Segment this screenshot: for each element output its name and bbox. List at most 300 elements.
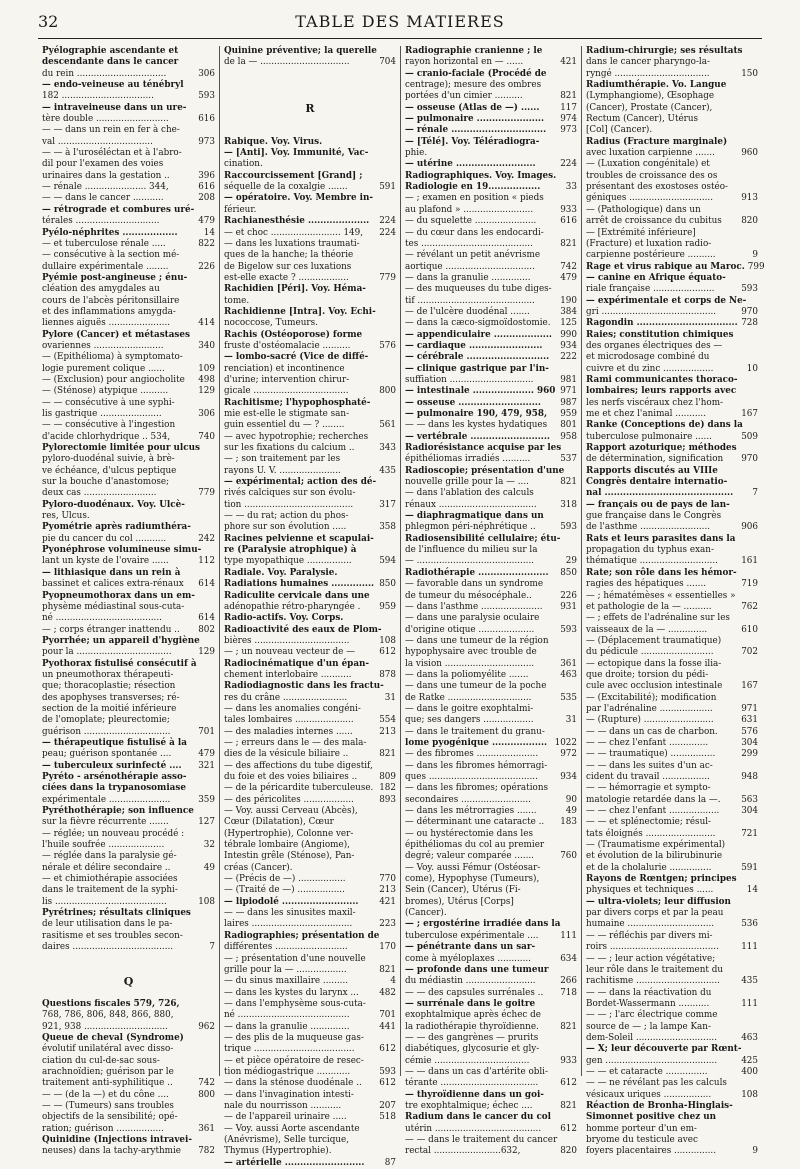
- entry-text: tes ........................................: [405, 238, 533, 249]
- page-ref: 742: [560, 261, 577, 272]
- page-ref: 591: [741, 862, 758, 873]
- page-ref: 760: [560, 851, 577, 862]
- entry-text: présentant des exostoses ostéo-: [586, 182, 729, 193]
- entry-text: et pathologie de la — ..........: [586, 601, 712, 612]
- entry-text: re (Paralysie atrophique) à: [224, 545, 357, 556]
- page-ref: 127: [198, 817, 215, 828]
- entry-text: Radio-actifs. Voy. Corps.: [224, 613, 344, 624]
- entry-text: mie est-elle le stigmate san-: [224, 409, 350, 419]
- entry-text: humaine ...............................: [586, 919, 715, 930]
- entry-text: — — dans la réactivation du: [586, 987, 712, 998]
- entry-text: val ..................................: [42, 136, 153, 147]
- entry-text: Rachidienne [Intra]. Voy. Echi-: [224, 306, 376, 317]
- index-column: [38, 46, 219, 1157]
- entry-text: — — (Tumeurs) sans troubles: [42, 1100, 174, 1111]
- entry-text: bromes), Utérus [Corps]: [405, 896, 514, 907]
- index-entry: [224, 942, 396, 953]
- entry-text: cémie ..................................: [405, 1055, 530, 1066]
- index-entry: [586, 885, 758, 896]
- entry-text: né ........................................: [224, 1010, 350, 1021]
- entry-text: — cranio-faciale (Procédé de: [405, 68, 547, 79]
- index-entry: [224, 999, 396, 1010]
- entry-text: Radiographies; présentation de: [224, 930, 380, 941]
- entry-text: — pulmonaire ......................: [405, 114, 545, 125]
- index-entry: [224, 398, 396, 409]
- entry-text: nococcose, Tumeurs.: [224, 318, 318, 329]
- index-entry: [405, 795, 577, 806]
- entry-text: R: [305, 101, 315, 115]
- entry-text: cours de l'abcès péritonsillaire: [42, 295, 180, 306]
- entry-text: — du sinus maxillaire .........: [224, 976, 349, 987]
- page-ref: 4: [390, 976, 396, 987]
- page-ref: 987: [560, 397, 577, 408]
- index-entry: [224, 454, 396, 465]
- index-entry: [42, 931, 215, 942]
- page-ref: 482: [379, 987, 396, 998]
- entry-text: — des affections du tube digestif,: [224, 760, 373, 771]
- page-ref: 111: [741, 998, 758, 1009]
- index-entry: [42, 545, 215, 556]
- entry-text: Pyrétrines; résultats cliniques: [42, 908, 191, 919]
- entry-text: Racines pelvienne et scapulai-: [224, 533, 374, 544]
- index-entry: [586, 159, 758, 170]
- entry-text: Rapports discutés au VIIIe: [586, 465, 718, 476]
- index-entry: [586, 193, 758, 204]
- index-entry: [405, 647, 577, 658]
- index-entry: [224, 466, 396, 477]
- entry-text: Radiorésistance acquise par les: [405, 443, 562, 454]
- index-entry: [405, 375, 577, 386]
- index-entry: [405, 239, 577, 250]
- index-entry: [405, 636, 577, 647]
- entry-text: — tuberculeux surinfecté ....: [42, 760, 182, 771]
- page-ref: 576: [741, 726, 758, 737]
- index-entry: [586, 749, 758, 760]
- entry-text: ovariennes .........................: [42, 340, 164, 351]
- index-entry: [586, 556, 758, 567]
- page-ref: 554: [379, 715, 396, 726]
- index-entry: [586, 681, 758, 692]
- index-entry: [586, 568, 758, 579]
- index-entry: [405, 670, 577, 681]
- page-ref: 129: [198, 386, 215, 397]
- index-entry: [405, 783, 577, 794]
- index-entry: [405, 988, 577, 999]
- index-entry: [405, 148, 577, 159]
- index-entry: [42, 681, 215, 692]
- entry-text: — — dans un cas d'artérite obli-: [405, 1066, 548, 1077]
- entry-text: arrêt de croissance du cubitus: [586, 216, 722, 227]
- page-ref: 850: [379, 579, 396, 590]
- index-entry: [42, 182, 215, 193]
- page-ref: 9: [752, 1146, 758, 1157]
- index-entry: [42, 193, 215, 204]
- index-entry: [586, 727, 758, 738]
- entry-text: aortique ................................: [405, 261, 535, 272]
- index-entry: [405, 386, 577, 397]
- index-entry: [405, 409, 577, 420]
- entry-text: Intestin grêle (Sténose), Pan-: [224, 851, 355, 862]
- index-entry: [224, 1010, 396, 1021]
- index-entry: [42, 806, 215, 817]
- page-ref: 463: [741, 1032, 758, 1043]
- page-ref: 1022: [554, 737, 577, 748]
- page-ref: 593: [560, 522, 577, 533]
- entry-text: — ; un nouveau vecteur de —: [224, 647, 355, 658]
- entry-text: du foie et des voies biliaires ..: [224, 772, 358, 782]
- index-entry: [42, 874, 215, 885]
- index-entry: [586, 307, 758, 318]
- index-entry: [586, 1056, 758, 1067]
- index-entry: [405, 103, 577, 114]
- entry-text: renciation) et incontinence: [224, 363, 345, 374]
- index-entry: [405, 443, 577, 454]
- index-entry: [586, 511, 758, 522]
- entry-text: — lithiasique dans un rein à: [42, 567, 181, 578]
- page-ref: 7: [209, 942, 215, 953]
- entry-text: tion .......................................: [224, 499, 354, 510]
- entry-text: foyers placentaires ...............: [586, 1146, 716, 1157]
- entry-text: par divers corps et par la peau: [586, 908, 724, 919]
- page-ref: 9: [752, 250, 758, 261]
- entry-text: — — des gangrènes — prurits: [405, 1032, 539, 1043]
- page-ref: 31: [384, 692, 396, 703]
- index-entry: [405, 432, 577, 443]
- index-entry: [405, 228, 577, 239]
- entry-text: Pylore (Cancer) et métastases: [42, 329, 190, 340]
- entry-text: utérin ......................................: [405, 1123, 542, 1134]
- index-entry: [405, 193, 577, 204]
- entry-text: rayons U. V. ......................: [224, 465, 341, 476]
- page-ref: 821: [560, 91, 577, 102]
- page-ref: 933: [560, 204, 577, 215]
- entry-text: urinaires dans la gestation ..: [42, 170, 170, 181]
- page-ref: 414: [198, 318, 215, 329]
- index-entry: [586, 795, 758, 806]
- entry-text: guin essentiel du — ? ........: [224, 420, 345, 431]
- entry-text: — — chez l'enfant ..............: [586, 737, 709, 748]
- index-entry: [405, 874, 577, 885]
- page-ref: 242: [198, 533, 215, 544]
- entry-text: — cérébrale ...........................: [405, 352, 550, 363]
- entry-text: liennes aiguës ......................: [42, 318, 171, 329]
- page-ref: 974: [560, 114, 577, 125]
- entry-text: pour la ..................................: [42, 647, 172, 658]
- page-ref: 343: [379, 443, 396, 454]
- page-ref: 948: [741, 772, 758, 782]
- entry-text: [Col] (Cancer).: [586, 125, 653, 136]
- index-entry: [586, 908, 758, 919]
- index-entry: [224, 46, 396, 57]
- index-entry: [586, 738, 758, 749]
- page-ref: 821: [560, 1021, 577, 1032]
- page-ref: 223: [379, 919, 396, 930]
- index-entry: [224, 954, 396, 965]
- entry-text: (Anévrisme), Selle turcique,: [224, 1135, 350, 1145]
- index-entry: [224, 647, 396, 658]
- index-entry: [405, 1033, 577, 1044]
- entry-text: — dans une paralysie oculaire: [405, 613, 540, 624]
- page-ref: 213: [379, 726, 396, 737]
- page-ref: 49: [565, 806, 577, 817]
- entry-text: que; thoracoplastie; résection: [42, 681, 176, 692]
- index-entry: [224, 216, 396, 227]
- entry-text: — de l'ulcère duodénal .......: [405, 306, 530, 317]
- index-entry: [586, 534, 758, 545]
- entry-text: come à myéloplaxes ............: [405, 953, 531, 964]
- entry-text: neuses) dans la tachy-arythmie: [42, 1146, 182, 1157]
- entry-text: — dans la poliomyélite .......: [405, 669, 529, 680]
- index-entry: [405, 330, 577, 341]
- entry-text: — profonde dans une tumeur: [405, 964, 549, 975]
- entry-text: — de l'appareil urinaire .....: [224, 1112, 347, 1123]
- index-entry: [224, 545, 396, 556]
- page-ref: 7: [752, 488, 758, 499]
- entry-text: — consécutive à la section mé-: [42, 250, 180, 261]
- index-entry: [42, 466, 215, 477]
- index-entry: [224, 806, 396, 817]
- entry-text: — (Précis de —) .................: [224, 874, 346, 885]
- entry-text: Raies; constitution chimiques: [586, 329, 734, 340]
- entry-text: Pyothorax fistulisé consécutif à: [42, 658, 197, 669]
- entry-text: pie du cancer du col ...........: [42, 533, 167, 544]
- page-ref: 934: [560, 772, 577, 782]
- index-entry: [405, 250, 577, 261]
- entry-text: cination.: [224, 159, 263, 170]
- page-ref: 612: [560, 1078, 577, 1089]
- entry-text: — des muqueuses du tube diges-: [405, 284, 552, 295]
- index-entry: [42, 727, 215, 738]
- index-entry: [405, 556, 577, 567]
- entry-text: tuberculose expérimentale ....: [405, 930, 539, 941]
- entry-text: — (Pathologique) dans un: [586, 204, 701, 215]
- page-ref: 770: [379, 874, 396, 885]
- page-ref: 14: [203, 227, 215, 238]
- index-entry: [405, 840, 577, 851]
- entry-text: — dans le goitre exophtalmi-: [405, 703, 534, 714]
- index-entry: [405, 91, 577, 102]
- entry-text: et microdosage combiné du: [586, 352, 710, 363]
- entry-text: — rénale ...................... 344,: [42, 182, 169, 193]
- index-entry: [224, 749, 396, 760]
- index-entry: [405, 715, 577, 726]
- entry-text: — osseuse (Atlas de —) ......: [405, 102, 540, 113]
- entry-text: section de la moitié inférieure: [42, 703, 177, 714]
- index-entry: [405, 1078, 577, 1089]
- entry-text: Rabique. Voy. Virus.: [224, 136, 323, 147]
- page-ref: 111: [741, 942, 758, 953]
- index-entry: [586, 636, 758, 647]
- page-ref: 509: [741, 431, 758, 442]
- index-entry: [586, 840, 758, 851]
- entry-text: sur la fièvre récurrente .......: [42, 817, 169, 828]
- page-ref: 906: [741, 522, 758, 533]
- page-ref: 358: [379, 522, 396, 533]
- index-entry: [586, 954, 758, 965]
- page-ref: 563: [741, 794, 758, 805]
- entry-text: troubles de croissance des os: [586, 170, 718, 181]
- entry-text: Radiumthérapie. Vo. Langue: [586, 80, 727, 91]
- entry-text: Radiocinématique d'un épan-: [224, 658, 370, 669]
- entry-text: de l'asthme .........................: [586, 522, 711, 533]
- index-entry: [586, 1022, 758, 1033]
- index-entry: [42, 148, 215, 159]
- index-entry: [42, 500, 215, 511]
- entry-text: — — et cataracte ...............: [586, 1066, 708, 1077]
- index-entry: [224, 159, 396, 170]
- index-entry: [586, 318, 758, 329]
- index-entry: [42, 125, 215, 136]
- entry-text: lis ........................................: [42, 896, 167, 907]
- index-entry: [405, 46, 577, 57]
- page-header: [38, 8, 762, 39]
- index-entry: [405, 1101, 577, 1112]
- index-entry: [405, 1010, 577, 1021]
- page-ref: 561: [379, 420, 396, 431]
- page-ref: 400: [741, 1066, 758, 1077]
- index-entry: [405, 1067, 577, 1078]
- entry-text: — artérielle ..........................: [224, 1157, 365, 1168]
- index-entry: [586, 999, 758, 1010]
- index-entry: [586, 715, 758, 726]
- index-entry: [42, 715, 215, 726]
- entry-text: d'origine otique ....................: [405, 624, 535, 635]
- index-entry: [42, 398, 215, 409]
- page-number: 32: [38, 12, 59, 31]
- index-entry: [586, 125, 758, 136]
- index-entry: [405, 159, 577, 170]
- entry-text: — thérapeutique fistulisé à la: [42, 737, 187, 748]
- index-entry: [586, 148, 758, 159]
- page-ref: 207: [379, 1100, 396, 1111]
- index-entry: [586, 103, 758, 114]
- index-entry: [42, 1112, 215, 1123]
- entry-text: — ou hystérectomie dans les: [405, 828, 533, 839]
- entry-text: tuberculose pulmonaire ......: [586, 431, 712, 442]
- entry-text: dem-Soleil .............................: [586, 1032, 718, 1043]
- page-ref: 612: [560, 1123, 577, 1134]
- index-entry: [586, 171, 758, 182]
- page-ref: 384: [560, 306, 577, 317]
- entry-text: — canine en Afrique équato-: [586, 272, 726, 283]
- entry-text: exophtalmique après échec de: [405, 1010, 541, 1021]
- index-entry: [586, 659, 758, 670]
- index-entry: [42, 647, 215, 658]
- page-ref: 972: [560, 749, 577, 760]
- entry-text: Pyémie post-angineuse ; énu-: [42, 272, 188, 283]
- index-entry: [224, 488, 396, 499]
- index-entry: [224, 420, 396, 431]
- page-ref: 702: [741, 647, 758, 658]
- index-entry: [586, 91, 758, 102]
- entry-text: ryngé ..................................: [586, 68, 710, 79]
- index-entry: [42, 1033, 215, 1044]
- index-entry: [405, 863, 577, 874]
- index-entry: [224, 908, 396, 919]
- entry-text: — dans la granulie ..............: [224, 1021, 350, 1032]
- entry-text: les nerfs viscéraux chez l'hom-: [586, 397, 724, 408]
- index-entry: [586, 602, 758, 613]
- index-entry: [586, 625, 758, 636]
- index-entry: [405, 171, 577, 182]
- entry-text: rivés calciques sur son évolu-: [224, 488, 356, 499]
- entry-text: Thymus (Hypertrophie).: [224, 1146, 332, 1157]
- entry-text: — — consécutive à l'ingestion: [42, 420, 176, 431]
- entry-text: de la — ................................: [224, 57, 350, 68]
- index-entry: [586, 284, 758, 295]
- index-entry: [405, 1124, 577, 1135]
- index-column: [219, 46, 400, 1168]
- entry-text: de Bigelow sur ces luxations: [224, 261, 352, 272]
- page-ref: 321: [198, 760, 215, 771]
- index-entry: [586, 591, 758, 602]
- entry-text: par l'adrénaline ...................: [586, 703, 713, 714]
- page-ref: 612: [379, 1044, 396, 1055]
- index-entry: [42, 420, 215, 431]
- entry-text: du rein ................................: [42, 68, 167, 79]
- index-entry: [224, 659, 396, 670]
- index-entry: [586, 137, 758, 148]
- index-entry: [586, 988, 758, 999]
- index-entry: [586, 500, 758, 511]
- index-entry: [42, 159, 215, 170]
- index-entry: [586, 432, 758, 443]
- entry-text: deux cas ..........................: [42, 488, 157, 499]
- index-entry: [405, 1090, 577, 1101]
- page-ref: 591: [379, 182, 396, 193]
- index-entry: [224, 863, 396, 874]
- entry-text: suffiation ..............................: [405, 374, 534, 385]
- index-entry: [224, 602, 396, 613]
- page-ref: 802: [198, 624, 215, 635]
- entry-text: ciées dans la trypanosomiase: [42, 783, 186, 794]
- page-ref: 208: [198, 193, 215, 204]
- index-entry: [224, 693, 396, 704]
- entry-text: fruste d'ostéomalacie ..........: [224, 340, 351, 351]
- entry-text: pyloro-duodénal suivie, à brè-: [42, 454, 175, 465]
- entry-text: épithéliomas du col au premier: [405, 840, 545, 851]
- entry-text: — de la péricardite tuberculeuse.: [224, 783, 374, 794]
- index-entry: [405, 613, 577, 624]
- entry-text: — ultra-violets; leur diffusion: [586, 896, 731, 907]
- index-entry: [586, 228, 758, 239]
- page-ref: 129: [198, 647, 215, 658]
- index-entry: [405, 976, 577, 987]
- entry-text: Radioscopie; présentation d'une: [405, 465, 565, 476]
- entry-text: Rachidien [Péri]. Voy. Héma-: [224, 284, 366, 295]
- page-ref: 719: [741, 579, 758, 590]
- entry-text: Sein (Cancer), Utérus (Fi-: [405, 885, 521, 896]
- index-entry: [405, 897, 577, 908]
- index-entry: [405, 534, 577, 545]
- entry-text: — français ou de pays de lan-: [586, 499, 730, 510]
- entry-text: matologie retardée dans la —.: [586, 794, 721, 805]
- entry-text: — dans les luxations traumati-: [224, 238, 360, 249]
- page-ref: 108: [198, 896, 215, 907]
- index-entry: [586, 477, 758, 488]
- entry-text: que; ses dangers ..................: [405, 715, 534, 726]
- index-entry: [405, 545, 577, 556]
- entry-text: au plafond » .........................: [405, 204, 534, 215]
- entry-text: — ; ergostérine irradiée dans la: [405, 919, 561, 930]
- entry-text: — appendiculaire ...................: [405, 329, 552, 340]
- index-entry: [224, 1101, 396, 1112]
- index-entry: [405, 477, 577, 488]
- entry-text: Pyréthothérapie; son influence: [42, 806, 194, 817]
- entry-text: — réglée dans la paralysie gé-: [42, 851, 177, 862]
- index-entry: [224, 1090, 396, 1101]
- entry-text: ques de la hanche; la théorie: [224, 250, 354, 261]
